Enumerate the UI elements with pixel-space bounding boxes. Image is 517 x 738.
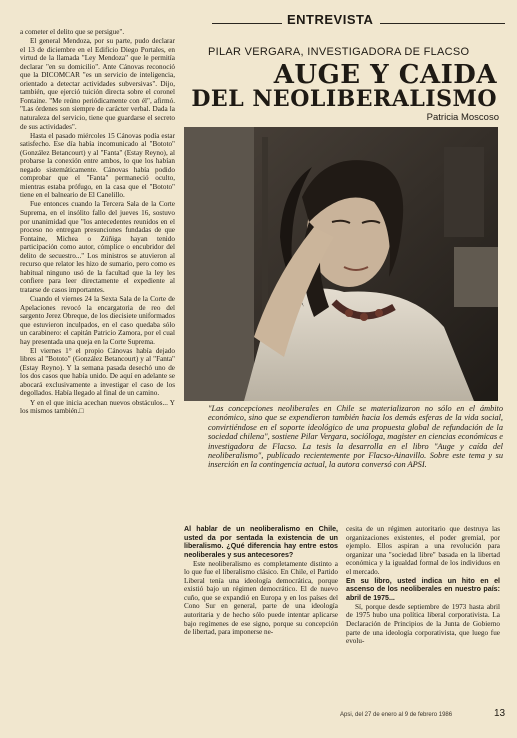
photo-caption: "Las concepciones neoliberales en Chile se materializaron no sólo en el ámbito económico, sino que se expendieron también hacia los demás esferas de la vida social, convirtiéndose en el soporte ideológico de una propuesta global de refundación de la sociedad chilena", sostiene Pilar Vergara, socióloga, magister en ciencias económicas e investigadora de Flacso. La tesis la desarrolla en el libro "Auge y caída del neoliberalismo", publicado recientemente por Flacso-Ainavillo. Sobre este tema y su inserción en la contingencia actual, la autora conversó con APSI. [208,404,503,470]
paragraph: El viernes 1° el propio Cánovas había dejado libres al "Bototo" (González Betancourt) y al "Fanta" (Estay Reyno). Y la semana pasada desechó uno de los dos casos que había unido. De aquí en adelante se abocará exclusivamente a investigar el caso de los degollados. Había llegado al final de un camino. [20,346,175,398]
author-byline: Patricia Moscoso [426,112,499,123]
interview-column-middle [184,525,338,725]
portrait-illustration [184,127,498,401]
left-article-column [20,28,175,728]
headline-line-1: AUGE Y CAIDA [273,60,497,90]
interview-answer: cesita de un régimen autoritario que destruya las organizaciones existentes, el poder gremial, por ejemplo. Ellos aspiran a una revolución para organizar una "sociedad libre" basada en la libertad económica y la igualdad formal de los individuos en el mercado. [346,525,500,576]
interview-answer: Este neoliberalismo es completamente distinto a lo que fue el liberalismo clásico. En Chile, el Partido Liberal tenía una ideología democrática, porque existió bajo un régimen democrático. El de nuevo cuño, que se expandió en Europa y en los países del Cono Sur en general, parte de una ideología autoritaria y de hecho sólo puede intentar aplicarse bajo regímenes de ese signo, porque su concepción de libertad, para imponerse ne- [184,559,338,637]
interview-column-right [346,525,500,705]
paragraph: Cuando el viernes 24 la Sexta Sala de la Corte de Apelaciones revocó la encargatoria de reo del sargento Jerez Obreque, de los diecisiete uniformados que estuvieron inculpados, en el caso quedaba sólo un carabinero: el capitán Patricio Zamora, por el cual hay presentada una queja en la Corte Suprema. [20,294,175,346]
paragraph: El general Mendoza, por su parte, pudo declarar el 13 de diciembre en el Edificio Diego Portales, en virtud de la llamada "Ley Mendoza" que le permitía declarar "en su domicilio". Ante Cánovas reconoció que la DICOMCAR "es un servicio de inteligencia, orientado a detectar actividades subversivas". Dijo, también, que ejerció tuición directa sobre el coronel Fontaine. "Me reúno periódicamente con él", afirmó. "Las órdenes son siempre de carácter verbal. Dada la naturaleza del servicio, tiene que guardarse el secreto de sus actividades". [20,37,175,131]
portrait-photo [184,127,498,401]
issue-footer: Apsi, del 27 de enero al 9 de febrero 1986 [340,712,453,718]
interview-question: Al hablar de un neoliberalismo en Chile, usted da por sentada la existencia de un liberalismo. ¿Qué diferencia hay entre estos neoliberales y sus antecesores? [184,525,338,559]
paragraph: Y en el que inicia acechan nuevos obstáculos... Y los mismos también.□ [20,398,175,416]
header-rule-right [380,23,505,24]
interview-answer: Sí, porque desde septiembre de 1973 hasta abril de 1975 hubo una política liberal corporativista. La Declaración de Principios de la Junta de Gobierno parte de una ideología corporativista, que luego fue evolu- [346,602,500,646]
paragraph: Fue entonces cuando la Tercera Sala de la Corte Suprema, en el insólito fallo del jueves 16, sostuvo por unanimidad que "los antecedentes reunidos en el proceso no entregan presunciones fundadas de que Fontaine, Michea o Zúñiga hayan tenido participación como autor, cómplice o encubridor del delito de secuestro..." Los ministros se atuvieron al recurso que relator les hizo de sumario, pero como es habitual ninguno usó de la facultad que la ley les confiere para leer directamente el expediente al tratarse de casos importantes. [20,200,175,294]
paragraph: a cometer el delito que se persigue". [20,28,125,36]
interviewee-line: PILAR VERGARA, INVESTIGADORA DE FLACSO [208,46,470,58]
header-rule-left [212,23,282,24]
paragraph: Hasta el pasado miércoles 15 Cánovas podía estar satisfecho. Ese día había incomunicado al "Bototo" (González Betancourt) y al "Fanta" (Estay Reyno), al probarse la conexión entre ambos, lo que los habían negado sistemáticamente. Cánovas había podido comprobar que el "Fanta" permaneció oculto, mientras estaba prófugo, en la casa que el "Bototo" tiene en el balneario de El Canelillo. [20,131,175,200]
interview-question: En su libro, usted indica un hito en el ascenso de los neoliberales en nuestro país: abril de 1975... [346,576,500,602]
headline-line-2: DEL NEOLIBERALISMO [191,86,497,112]
page-number: 13 [494,708,506,719]
section-label: ENTREVISTA [287,12,374,27]
